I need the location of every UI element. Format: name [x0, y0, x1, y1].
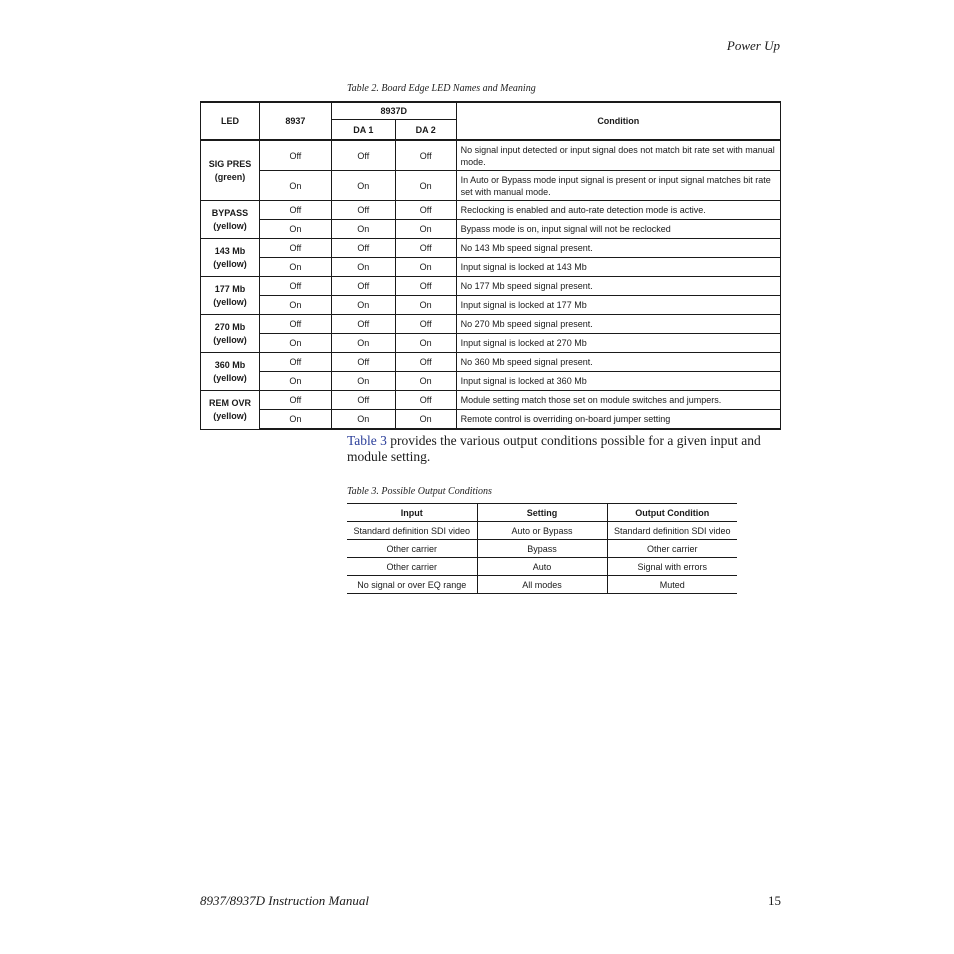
state-da1: On [331, 410, 395, 430]
col-8937: 8937 [259, 102, 331, 140]
led-name: 270 Mb [214, 321, 246, 332]
state-da2: Off [395, 277, 456, 296]
col-da1: DA 1 [331, 120, 395, 141]
table2-caption: Table 2. Board Edge LED Names and Meaning [347, 83, 536, 94]
table-row [201, 140, 781, 171]
condition-text: Reclocking is enabled and auto-rate detection mode is active. [456, 201, 780, 220]
table-row [201, 391, 781, 410]
state-da1: Off [331, 391, 395, 410]
state-8937: On [259, 171, 331, 201]
table-row [201, 220, 781, 239]
state-8937: On [259, 296, 331, 315]
led-color: (green) [214, 171, 246, 182]
led-name-cell [201, 391, 260, 430]
state-8937: Off [259, 239, 331, 258]
table-row [201, 201, 781, 220]
table-row [201, 277, 781, 296]
state-8937: Off [259, 315, 331, 334]
running-header: Power Up [726, 38, 780, 53]
led-color: (yellow) [213, 296, 247, 307]
table-row [201, 315, 781, 334]
table-row [201, 410, 781, 430]
led-name: 143 Mb [214, 245, 246, 256]
intro-paragraph [347, 433, 787, 465]
col-condition: Condition [456, 102, 780, 140]
input-cell: Other carrier [347, 540, 477, 558]
condition-text: No signal input detected or input signal does not match bit rate set with manual mode. [456, 140, 780, 171]
condition-text: No 270 Mb speed signal present. [456, 315, 780, 334]
input-cell: Other carrier [347, 558, 477, 576]
condition-text: No 177 Mb speed signal present. [456, 277, 780, 296]
table-row [201, 296, 781, 315]
state-da1: On [331, 258, 395, 277]
table-row [201, 353, 781, 372]
state-da2: On [395, 334, 456, 353]
led-name-cell [201, 239, 260, 277]
setting-cell: All modes [477, 576, 607, 594]
state-da1: On [331, 334, 395, 353]
state-da1: Off [331, 140, 395, 171]
output-cell: Other carrier [607, 540, 737, 558]
page-number: 15 [768, 893, 781, 908]
state-da2: Off [395, 239, 456, 258]
condition-text: Input signal is locked at 177 Mb [456, 296, 780, 315]
led-name: SIG PRES [208, 158, 252, 169]
state-da2: On [395, 372, 456, 391]
table-row [201, 239, 781, 258]
state-8937: On [259, 410, 331, 430]
state-da2: Off [395, 201, 456, 220]
state-da1: On [331, 372, 395, 391]
led-table [200, 101, 781, 430]
intro-text: provides the various output conditions possible for a given input and module setting. [347, 433, 761, 464]
table-row [201, 334, 781, 353]
table-row [201, 258, 781, 277]
led-name-cell [201, 277, 260, 315]
state-da2: On [395, 258, 456, 277]
led-name-cell [201, 201, 260, 239]
state-8937: Off [259, 140, 331, 171]
led-name-cell [201, 353, 260, 391]
led-color: (yellow) [213, 220, 247, 231]
state-da1: Off [331, 353, 395, 372]
led-name: BYPASS [211, 207, 249, 218]
footer-manual-title: 8937/8937D Instruction Manual [200, 893, 369, 908]
setting-cell: Auto or Bypass [477, 522, 607, 540]
col-output-condition: Output Condition [607, 504, 737, 522]
table-row [201, 171, 781, 201]
output-cell: Signal with errors [607, 558, 737, 576]
state-da1: On [331, 171, 395, 201]
table-row [347, 540, 737, 558]
state-da1: Off [331, 315, 395, 334]
led-color: (yellow) [213, 334, 247, 345]
state-da2: Off [395, 353, 456, 372]
table-row [347, 558, 737, 576]
state-da2: On [395, 220, 456, 239]
state-da1: Off [331, 201, 395, 220]
state-da2: On [395, 410, 456, 430]
condition-text: Remote control is overriding on-board jumper setting [456, 410, 780, 430]
condition-text: Module setting match those set on module switches and jumpers. [456, 391, 780, 410]
state-8937: Off [259, 277, 331, 296]
led-color: (yellow) [213, 258, 247, 269]
state-da2: Off [395, 391, 456, 410]
state-da1: Off [331, 239, 395, 258]
input-cell: Standard definition SDI video [347, 522, 477, 540]
condition-text: Input signal is locked at 270 Mb [456, 334, 780, 353]
state-da2: On [395, 171, 456, 201]
state-8937: Off [259, 201, 331, 220]
state-8937: Off [259, 353, 331, 372]
condition-text: No 143 Mb speed signal present. [456, 239, 780, 258]
col-led: LED [201, 102, 260, 140]
led-name-cell [201, 140, 260, 201]
input-cell: No signal or over EQ range [347, 576, 477, 594]
table-row [201, 372, 781, 391]
table-row [347, 522, 737, 540]
led-color: (yellow) [213, 372, 247, 383]
condition-text: In Auto or Bypass mode input signal is present or input signal matches bit rate set with manual mode. [456, 171, 780, 201]
col-8937d: 8937D [331, 102, 456, 120]
output-cell: Muted [607, 576, 737, 594]
table3-link[interactable]: Table 3 [347, 433, 387, 448]
led-name: REM OVR [208, 397, 251, 408]
state-da1: On [331, 220, 395, 239]
led-name: 177 Mb [214, 283, 246, 294]
state-8937: On [259, 220, 331, 239]
setting-cell: Auto [477, 558, 607, 576]
led-table-body [201, 140, 781, 429]
condition-text: No 360 Mb speed signal present. [456, 353, 780, 372]
output-conditions-table [347, 503, 737, 594]
state-da2: Off [395, 315, 456, 334]
state-da1: Off [331, 277, 395, 296]
col-input: Input [347, 504, 477, 522]
condition-text: Bypass mode is on, input signal will not be reclocked [456, 220, 780, 239]
col-setting: Setting [477, 504, 607, 522]
output-table-body [347, 522, 737, 594]
state-da1: On [331, 296, 395, 315]
led-name-cell [201, 315, 260, 353]
col-da2: DA 2 [395, 120, 456, 141]
led-name: 360 Mb [214, 359, 246, 370]
condition-text: Input signal is locked at 360 Mb [456, 372, 780, 391]
led-color: (yellow) [213, 410, 247, 421]
setting-cell: Bypass [477, 540, 607, 558]
state-8937: On [259, 372, 331, 391]
state-8937: On [259, 334, 331, 353]
state-8937: Off [259, 391, 331, 410]
state-8937: On [259, 258, 331, 277]
state-da2: Off [395, 140, 456, 171]
table3-caption: Table 3. Possible Output Conditions [347, 486, 492, 497]
table-row [347, 576, 737, 594]
condition-text: Input signal is locked at 143 Mb [456, 258, 780, 277]
state-da2: On [395, 296, 456, 315]
output-cell: Standard definition SDI video [607, 522, 737, 540]
